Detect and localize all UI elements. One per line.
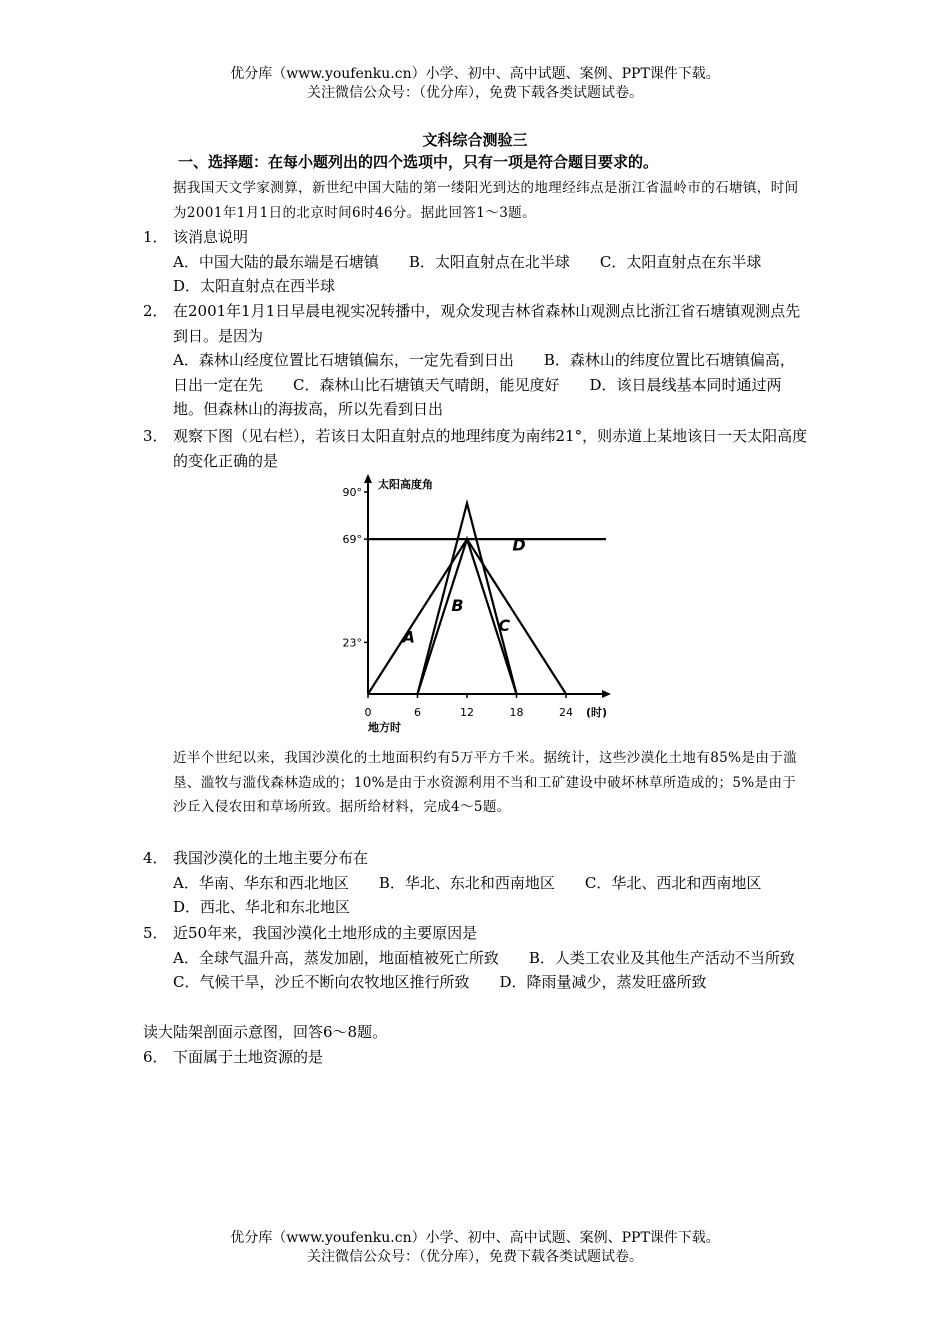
header-line-2: 关注微信公众号：（优分库），免费下载各类试题试卷。 xyxy=(307,85,643,101)
q6-number: 6． xyxy=(143,1048,168,1066)
question-5 xyxy=(173,921,825,995)
y-axis-arrow xyxy=(364,474,372,483)
q6-stem: 下面属于土地资源的是 xyxy=(173,1048,324,1066)
passage-2: 近半个世纪以来，我国沙漠化的土地面积约有5万平方千米。据统计，这些沙漠化土地有85%是由于滥垦、滥牧与滥伐森林造成的；10%是由于水资源利用不当和工矿建设中破坏林草所造成的；5%是由于沙丘入侵农田和草场所致。据所给材料，完成4～5题。 xyxy=(173,750,797,815)
series-label-D: D xyxy=(512,535,526,555)
question-3 xyxy=(173,424,808,473)
intro-6-8: 读大陆架剖面示意图，回答6～8题。 xyxy=(143,1023,388,1041)
series-line-C xyxy=(418,503,517,694)
q1-options: A．中国大陆的最东端是石塘镇 B．太阳直射点在北半球 C．太阳直射点在东半球 D．太阳直射点在西半球 xyxy=(173,252,792,295)
y-tick-label: 69° xyxy=(342,533,362,547)
q4-stem: 我国沙漠化的土地主要分布在 xyxy=(173,849,369,867)
x-axis-label: 地方时 xyxy=(368,721,401,734)
x-tick-label: 12 xyxy=(460,706,474,719)
y-tick-label: 23° xyxy=(342,636,362,650)
x-tick-label: 6 xyxy=(414,706,421,719)
series-line-A xyxy=(368,539,566,694)
page-title: 文科综合测验三 xyxy=(422,131,528,149)
q3-number: 3． xyxy=(143,427,168,445)
q2-options: A．森林山经度位置比石塘镇偏东，一定先看到日出 B．森林山的纬度位置比石塘镇偏高，日出一定在先 C．森林山比石塘镇天气晴朗，能见度好 D．该日晨线基本同时通过两地。但森林山的海拔高，所以先看到日出 xyxy=(173,351,795,418)
series-label-A: A xyxy=(402,627,416,647)
q5-stem: 近50年来，我国沙漠化土地形成的主要原因是 xyxy=(173,924,478,942)
question-4 xyxy=(173,846,808,920)
series-label-B: B xyxy=(451,595,464,615)
q3-stem: 观察下图（见右栏），若该日太阳直射点的地理纬度为南纬21°，则赤道上某地该日一天太阳高度的变化正确的是 xyxy=(173,427,808,470)
y-tick-label: 90° xyxy=(342,486,362,499)
chart-title: 太阳高度角 xyxy=(378,478,433,491)
x-tick-label: 0 xyxy=(364,706,372,719)
q4-options: A．华南、华东和西北地区 B．华北、东北和西南地区 C．华北、西北和西南地区 D．西北、华北和东北地区 xyxy=(173,873,792,916)
passage-1: 据我国天文学家测算，新世纪中国大陆的第一缕阳光到达的地理经纬点是浙江省温岭市的石塘镇，时间为2001年1月1日的北京时间6时46分。据此回答1～3题。 xyxy=(173,180,799,221)
x-axis-arrow xyxy=(602,690,611,698)
q5-options: A．全球气温升高，蒸发加剧，地面植被死亡所致 B．人类工农业及其他生产活动不当所致 C．气候干旱，沙丘不断向农牧地区推行所致 D．降雨量减少，蒸发旺盛所致 xyxy=(173,948,825,991)
footer-line-1: 优分库（www.youfenku.cn）小学、初中、高中试题、案例、PPT课件下载。 xyxy=(230,1230,720,1246)
footer-line-2: 关注微信公众号：（优分库），免费下载各类试题试卷。 xyxy=(307,1249,643,1265)
q2-stem: 在2001年1月1日早晨电视实况转播中，观众发现吉林省森林山观测点比浙江省石塘镇观测点先到日。是因为 xyxy=(173,302,801,345)
q4-number: 4． xyxy=(143,849,168,867)
sun-altitude-chart xyxy=(330,474,620,736)
x-tick-label: 18 xyxy=(509,706,524,719)
series-label-C: C xyxy=(498,616,511,636)
header-line-1: 优分库（www.youfenku.cn）小学、初中、高中试题、案例、PPT课件下载。 xyxy=(230,66,720,82)
section-heading: 一、选择题：在每小题列出的四个选项中，只有一项是符合题目要求的。 xyxy=(178,153,659,171)
q2-number: 2． xyxy=(143,302,168,320)
question-2 xyxy=(173,299,808,422)
page-header xyxy=(0,65,950,103)
x-unit-label: (时) xyxy=(586,706,608,719)
x-tick-label: 24 xyxy=(559,706,573,719)
q5-number: 5． xyxy=(143,924,168,942)
question-1 xyxy=(173,225,808,299)
q1-number: 1． xyxy=(143,228,168,246)
page-footer xyxy=(0,1229,950,1267)
q1-stem: 该消息说明 xyxy=(173,228,249,246)
